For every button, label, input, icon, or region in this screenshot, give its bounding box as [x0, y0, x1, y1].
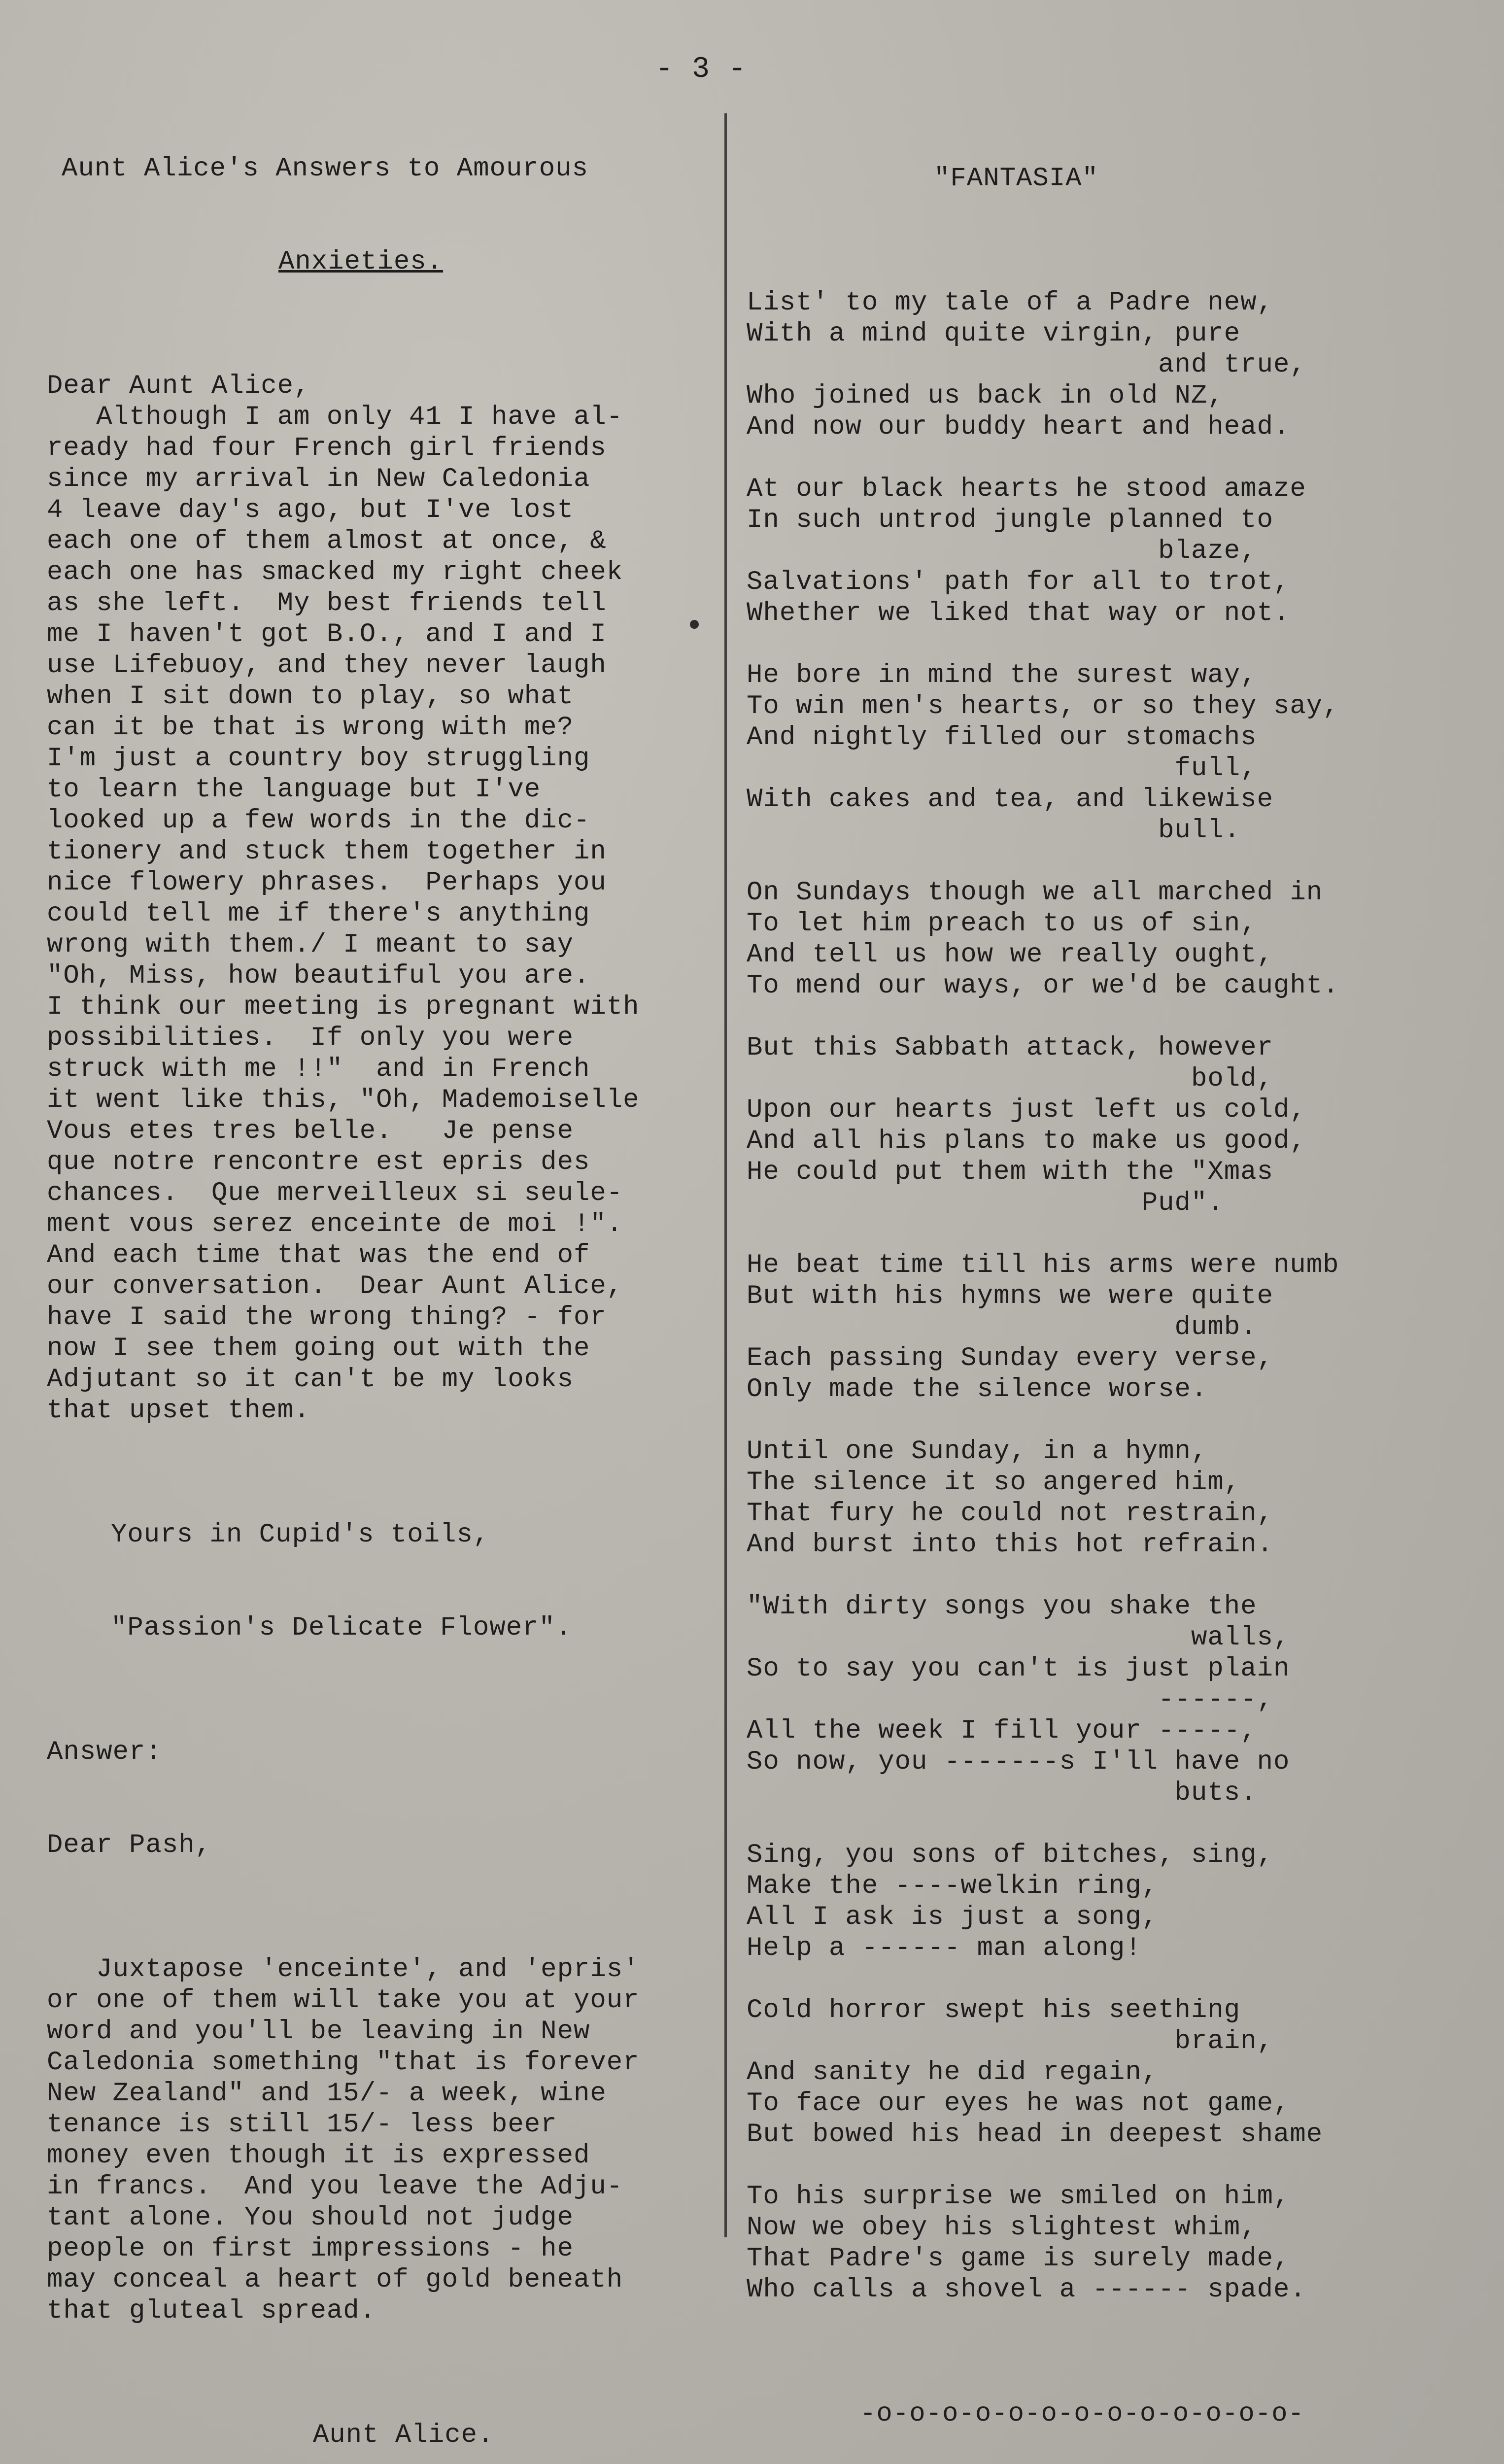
poem-line: Until one Sunday, in a hymn, — [747, 1437, 1208, 1467]
poem-line: Whether we liked that way or not. — [747, 598, 1290, 628]
letter-line: Vous etes tres belle. Je pense — [47, 1116, 574, 1146]
letter-body — [47, 371, 732, 1426]
poem-line: Help a ------ man along! — [747, 1933, 1142, 1963]
answer-line: New Zealand" and 15/- a week, wine — [47, 2079, 607, 2109]
poem-line: He bore in mind the surest way, — [747, 660, 1257, 690]
poem-line: On Sundays though we all marched in — [747, 878, 1323, 908]
right-column — [747, 101, 1486, 2464]
letter-line: our conversation. Dear Aunt Alice, — [47, 1271, 623, 1301]
letter-line: looked up a few words in the dic- — [47, 806, 590, 836]
poem-line: and true, — [747, 350, 1306, 380]
poem-line: At our black hearts he stood amaze — [747, 474, 1306, 504]
letter-line: me I haven't got B.O., and I and I — [47, 619, 607, 650]
poem-separator: -o-o-o-o-o-o-o-o-o-o-o-o-o- — [860, 2399, 1304, 2429]
poem-line: brain, — [747, 2026, 1273, 2056]
letter-line: each one has smacked my right cheek — [47, 557, 623, 587]
answer-signature: Aunt Alice. — [313, 2420, 494, 2450]
letter-line: can it be that is wrong with me? — [47, 713, 574, 743]
letter-line: to learn the language but I've — [47, 775, 541, 805]
poem-line: "With dirty songs you shake the — [747, 1592, 1257, 1622]
answer-line: may conceal a heart of gold beneath — [47, 2265, 623, 2295]
poem-line: Cold horror swept his seething — [747, 1995, 1241, 2025]
poem-line: That fury he could not restrain, — [747, 1499, 1273, 1529]
poem-line: But this Sabbath attack, however — [747, 1033, 1273, 1063]
poem-line: So now, you -------s I'll have no — [747, 1747, 1290, 1777]
poem-line: All the week I fill your -----, — [747, 1716, 1257, 1746]
letter-line: "Oh, Miss, how beautiful you are. — [47, 961, 590, 991]
poem-line: Pud". — [747, 1188, 1224, 1218]
poem-line: buts. — [747, 1778, 1257, 1808]
poem-line: In such untrod jungle planned to — [747, 505, 1273, 535]
left-title-line1: Aunt Alice's Answers to Amourous — [62, 154, 588, 184]
poem-line: To his surprise we smiled on him, — [747, 2182, 1290, 2212]
poem-line: Who joined us back in old NZ, — [747, 381, 1224, 411]
poem-line: And nightly filled our stomachs — [747, 722, 1257, 753]
poem-title: "FANTASIA" — [934, 164, 1099, 194]
answer-line: Caledonia something "that is forever — [47, 2048, 640, 2078]
letter-line: struck with me !!" and in French — [47, 1054, 590, 1084]
letter-signoff-line1: Yours in Cupid's toils, — [111, 1520, 490, 1550]
poem-line: Each passing Sunday every verse, — [747, 1343, 1273, 1373]
answer-line: Juxtapose 'enceinte', and 'epris' — [47, 1954, 640, 1985]
answer-line: tant alone. You should not judge — [47, 2203, 574, 2233]
poem-line: full, — [747, 753, 1257, 784]
poem-line: Now we obey his slightest whim, — [747, 2213, 1257, 2243]
letter-line: chances. Que merveilleux si seule- — [47, 1178, 623, 1208]
poem-line: Only made the silence worse. — [747, 1374, 1208, 1404]
letter-line: ready had four French girl friends — [47, 433, 607, 463]
poem-line: To let him preach to us of sin, — [747, 909, 1257, 939]
letter-line: as she left. My best friends tell — [47, 588, 607, 618]
poem-line: He could put them with the "Xmas — [747, 1157, 1273, 1187]
poem-line: ------, — [747, 1685, 1273, 1715]
poem-line: All I ask is just a song, — [747, 1902, 1159, 1932]
answer-line: tenance is still 15/- less beer — [47, 2110, 557, 2140]
answer-line: in francs. And you leave the Adju- — [47, 2172, 623, 2202]
letter-line: And each time that was the end of — [47, 1240, 590, 1270]
letter-line: possibilities. If only you were — [47, 1023, 574, 1053]
letter-line: each one of them almost at once, & — [47, 526, 607, 556]
poem-line: Salvations' path for all to trot, — [747, 567, 1290, 597]
poem-line: And all his plans to make us good, — [747, 1126, 1306, 1156]
answer-label: Answer: — [47, 1737, 162, 1767]
letter-line: when I sit down to play, so what — [47, 682, 574, 712]
poem-line: bold, — [747, 1064, 1273, 1094]
poem-line: To mend our ways, or we'd be caught. — [747, 971, 1339, 1001]
letter-line: que notre rencontre est epris des — [47, 1147, 590, 1177]
poem-line: With a mind quite virgin, pure — [747, 319, 1241, 349]
poem-body — [747, 256, 1486, 2336]
letter-line: ment vous serez enceinte de moi !". — [47, 1209, 623, 1239]
answer-line: word and you'll be leaving in New — [47, 2017, 590, 2047]
letter-line: it went like this, "Oh, Mademoiselle — [47, 1085, 640, 1115]
poem-line: So to say you can't is just plain — [747, 1654, 1290, 1684]
letter-line: Adjutant so it can't be my looks — [47, 1365, 574, 1395]
left-column — [47, 91, 732, 2464]
letter-line: 4 leave day's ago, but I've lost — [47, 495, 574, 525]
poem-line: blaze, — [747, 536, 1257, 566]
letter-line: I'm just a country boy struggling — [47, 744, 590, 774]
letter-line: Although I am only 41 I have al- — [47, 402, 623, 432]
poem-line: bull. — [747, 816, 1241, 846]
letter-line: Dear Aunt Alice, — [47, 371, 310, 401]
letter-line: have I said the wrong thing? - for — [47, 1302, 607, 1333]
poem-line: And now our buddy heart and head. — [747, 412, 1290, 442]
poem-line: List' to my tale of a Padre new, — [747, 288, 1273, 318]
poem-line: And tell us how we really ought, — [747, 940, 1273, 970]
answer-line: or one of them will take you at your — [47, 1985, 640, 2016]
poem-line: But with his hymns we were quite — [747, 1281, 1273, 1311]
answer-line: money even though it is expressed — [47, 2141, 590, 2171]
letter-line: could tell me if there's anything — [47, 899, 590, 929]
poem-line: But bowed his head in deepest shame — [747, 2120, 1323, 2150]
poem-line: With cakes and tea, and likewise — [747, 785, 1273, 815]
poem-line: dumb. — [747, 1312, 1257, 1342]
answer-line: that gluteal spread. — [47, 2296, 376, 2326]
poem-line: To win men's hearts, or so they say, — [747, 691, 1339, 721]
answer-body — [47, 1954, 732, 2327]
poem-line: Upon our hearts just left us cold, — [747, 1095, 1306, 1125]
poem-line: The silence it so angered him, — [747, 1468, 1241, 1498]
letter-line: tionery and stuck them together in — [47, 837, 607, 867]
letter-line: use Lifebuoy, and they never laugh — [47, 650, 607, 681]
poem-line: And sanity he did regain, — [747, 2057, 1159, 2088]
letter-line: nice flowery phrases. Perhaps you — [47, 868, 607, 898]
letter-line: now I see them going out with the — [47, 1334, 590, 1364]
poem-line: Make the ----welkin ring, — [747, 1871, 1159, 1901]
letter-signoff-line2: "Passion's Delicate Flower". — [111, 1613, 572, 1643]
letter-line: since my arrival in New Caledonia — [47, 464, 590, 494]
poem-line: He beat time till his arms were numb — [747, 1250, 1339, 1280]
poem-line: Sing, you sons of bitches, sing, — [747, 1840, 1273, 1870]
poem-line: Who calls a shovel a ------ spade. — [747, 2275, 1306, 2305]
poem-line: To face our eyes he was not game, — [747, 2088, 1290, 2119]
poem-line: That Padre's game is surely made, — [747, 2244, 1290, 2274]
letter-line: I think our meeting is pregnant with — [47, 992, 640, 1022]
poem-line: walls, — [747, 1623, 1290, 1653]
poem-line: And burst into this hot refrain. — [747, 1530, 1273, 1560]
letter-line: that upset them. — [47, 1396, 310, 1426]
answer-greeting: Dear Pash, — [47, 1830, 212, 1860]
left-title-line2: Anxieties. — [278, 247, 444, 277]
letter-line: wrong with them./ I meant to say — [47, 930, 574, 960]
page-number: - 3 - — [655, 53, 747, 86]
answer-line: people on first impressions - he — [47, 2234, 574, 2264]
